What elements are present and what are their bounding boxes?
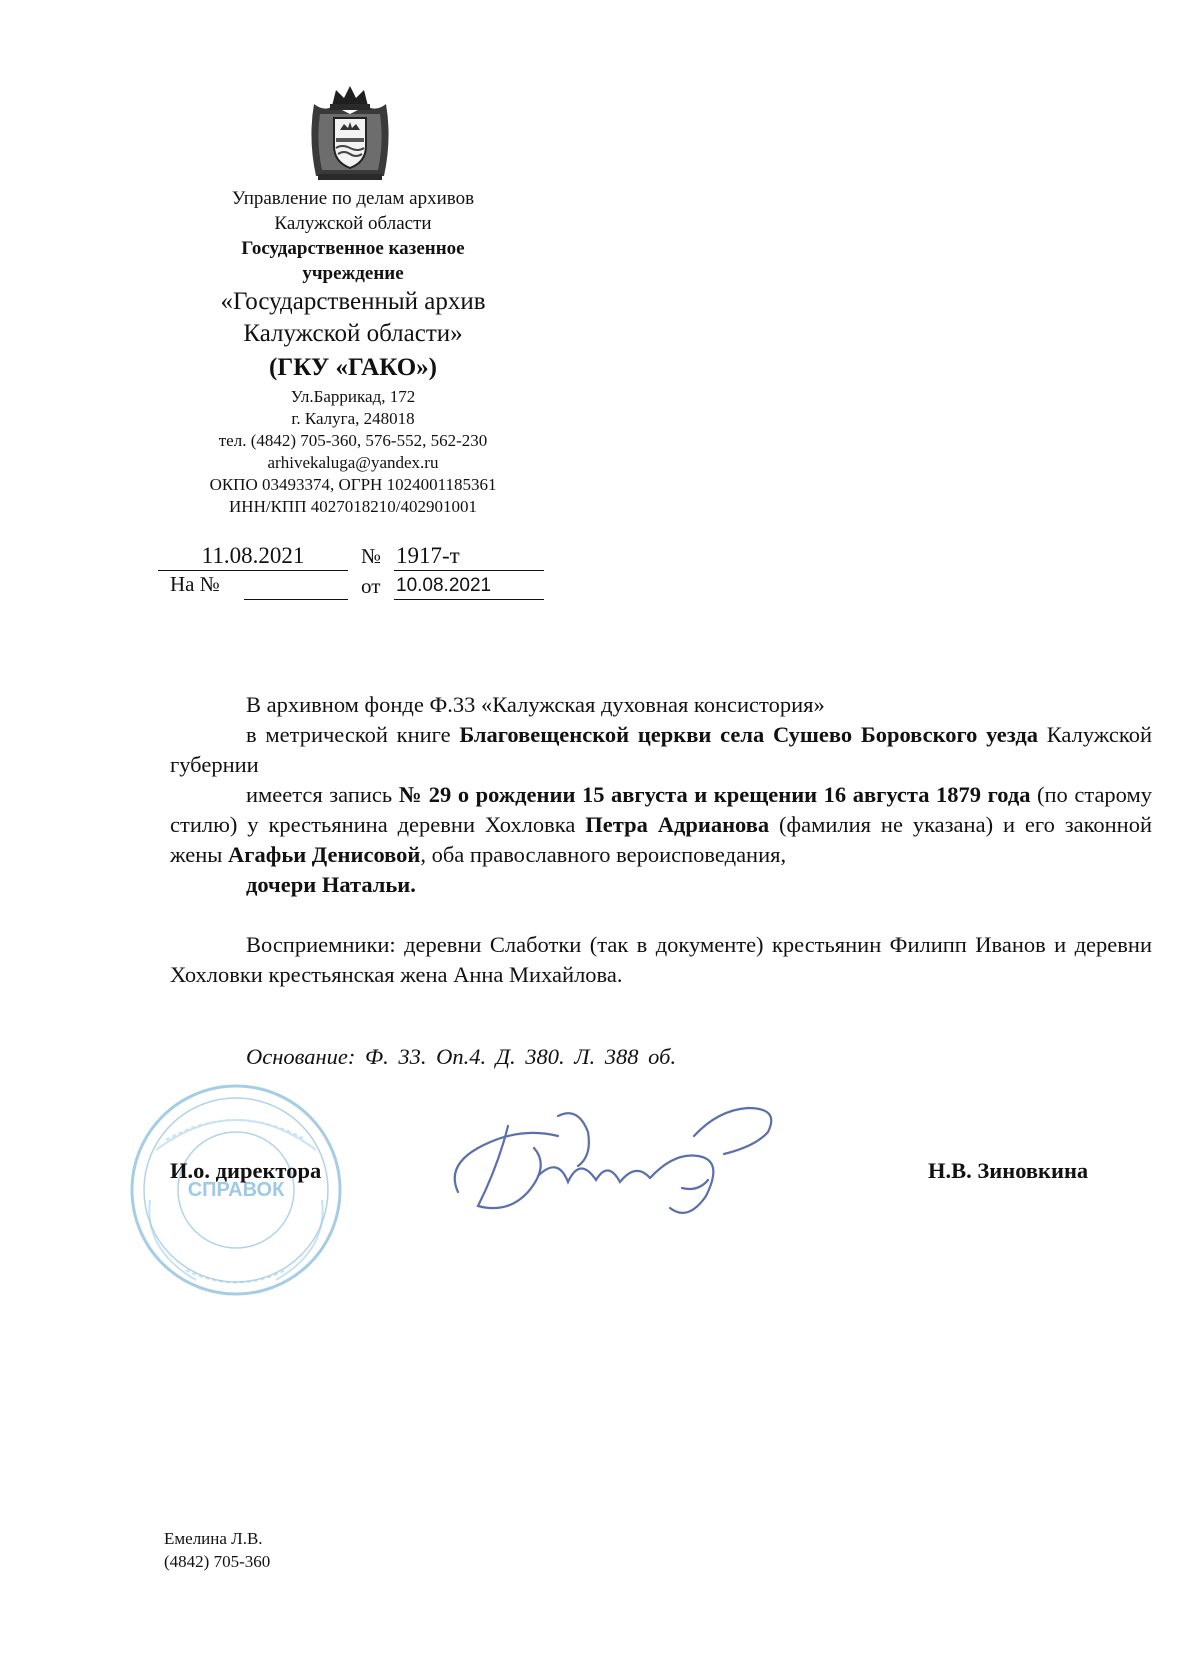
letterhead-department: Управление по делам архивов — [231, 188, 475, 209]
church-name: Благовещенской церкви села Сушево Боровского уезда — [459, 722, 1038, 747]
letterhead-institution-type: Государственное казенное — [241, 238, 465, 259]
coat-of-arms-emblem — [306, 84, 394, 184]
handwritten-signature — [438, 1096, 798, 1226]
surname-note: (фамилия не указана) и его законной жены — [170, 812, 1153, 867]
outgoing-number-label: № — [361, 544, 382, 568]
paragraph-daughter: дочери Натальи. — [246, 872, 416, 897]
reference-date: 10.08.2021 — [394, 572, 544, 600]
letterhead-email: arhivekaluga@yandex.ru — [267, 453, 439, 472]
signatory-title: И.о. директора — [170, 1158, 322, 1183]
record-number-dates: № 29 о рождении 15 августа и крещении 16 августа 1879 года — [398, 782, 1031, 807]
record-style-note: (по старому стилю) у крестьянина деревни Хохловка — [170, 782, 1152, 837]
letterhead-region: Калужской области — [274, 213, 432, 234]
executor-name: Емелина Л.В. — [164, 1529, 263, 1548]
record-intro: имеется запись — [246, 782, 399, 807]
executor-phone: (4842) 705-360 — [164, 1552, 271, 1571]
religion-note: , оба православного вероисповедания, — [420, 842, 787, 867]
paragraph-record — [170, 780, 1152, 870]
letterhead-archive-name: «Государственный архив — [220, 288, 486, 315]
paragraph-fund: В архивном фонде Ф.33 «Калужская духовная консистория» — [246, 692, 825, 717]
letterhead-phone: тел. (4842) 705-360, 576-552, 562-230 — [218, 431, 488, 450]
letterhead-inn: ИНН/КПП 4027018210/402901001 — [229, 497, 477, 516]
document-body — [170, 690, 1152, 990]
father-name: Петра Адрианова — [585, 812, 770, 837]
letterhead-street: Ул.Баррикад, 172 — [290, 387, 416, 406]
round-seal-stamp — [126, 1080, 346, 1300]
letterhead-institution-type-cont: учреждение — [302, 263, 404, 284]
mother-name: Агафьи Денисовой — [228, 842, 421, 867]
letterhead-archive-name-cont: Калужской области» — [243, 320, 463, 347]
register-book-intro: в метрической книге — [246, 722, 460, 747]
outgoing-date: 11.08.2021 — [158, 542, 348, 571]
basis-reference: Основание: Ф. 33. Оп.4. Д. 380. Л. 388 об. — [246, 1044, 677, 1069]
stamp-label: СПРАВОК — [187, 1179, 285, 1201]
paragraph-register-book — [170, 720, 1152, 780]
letterhead-okpo: ОКПО 03493374, ОГРН 1024001185361 — [209, 475, 497, 494]
letterhead-abbreviation: (ГКУ «ГАКО») — [269, 354, 437, 381]
paragraph-godparents: Восприемники: деревни Слаботки (так в документе) крестьянин Филипп Иванов и деревни Хохловки крестьянская жена Анна Михайлова. — [170, 932, 1152, 987]
executor-block — [164, 1527, 270, 1573]
reference-number — [244, 572, 348, 600]
province-name: Калужской губернии — [170, 722, 1152, 777]
reference-number-label: На № — [170, 572, 220, 596]
reference-date-label: от — [361, 574, 381, 598]
outgoing-number: 1917-т — [394, 542, 544, 571]
letterhead — [150, 186, 556, 518]
signatory-name: Н.В. Зиновкина — [928, 1158, 1089, 1183]
letterhead-city: г. Калуга, 248018 — [291, 409, 415, 428]
